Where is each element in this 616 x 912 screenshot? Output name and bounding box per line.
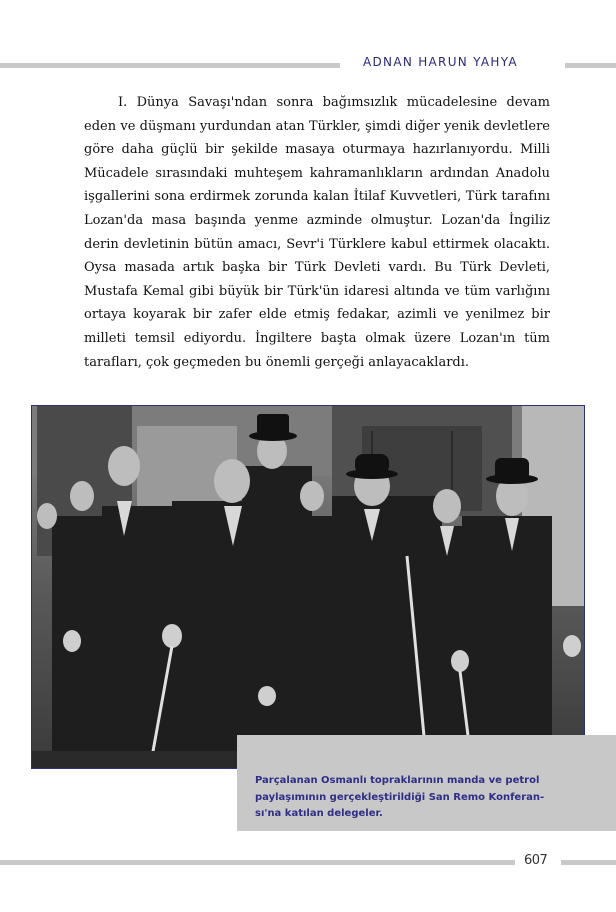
page-number: 607 — [524, 853, 548, 868]
footer-rule-right — [561, 860, 616, 865]
body-paragraph: I. Dünya Savaşı'ndan sonra bağımsızlık mücadelesine devam eden ve düşmanı yurdundan atan Türkler, şimdi diğer yenik devletlere göre daha güçlü bir şekilde masaya oturmaya hazırlanıyordu. Milli Mücadele sırasındaki muhteşem kahramanlıkların ardından Anadolu işgallerini sona erdirmek zorunda kalan İtilaf Kuvvetleri, Türk tarafını Lozan'da masa başında yenme azminde olmuştur. Lozan'da İngiliz derin devletinin bütün amacı, Sevr'i Türklere kabul ettirmek olacaktı. Oysa masada artık başka bir Türk Devleti vardı. Bu Türk Devleti, Mustafa Kemal gibi büyük bir Türk'ün idaresi altında ve tüm varlığını ortaya koyarak bir zafer elde etmiş fedakar, azimli ve yenilmez bir milleti temsil ediyordu. İngiltere başta olmak üzere Lozan'ın tüm tarafları, çok geçmeden bu önemli gerçeği anlayacaklardı. — [84, 95, 550, 370]
footer-rule-left — [0, 860, 515, 865]
header-rule-left — [0, 63, 340, 68]
historical-photo — [31, 405, 585, 769]
header-rule-right — [565, 63, 616, 68]
photo-caption: Parçalanan Osmanlı topraklarının manda ve petrol paylaşımının gerçekleştirildiği San Remo Konferansı'na katılan delegeler. — [255, 775, 545, 819]
running-header-title: ADNAN HARUN YAHYA — [363, 55, 518, 69]
